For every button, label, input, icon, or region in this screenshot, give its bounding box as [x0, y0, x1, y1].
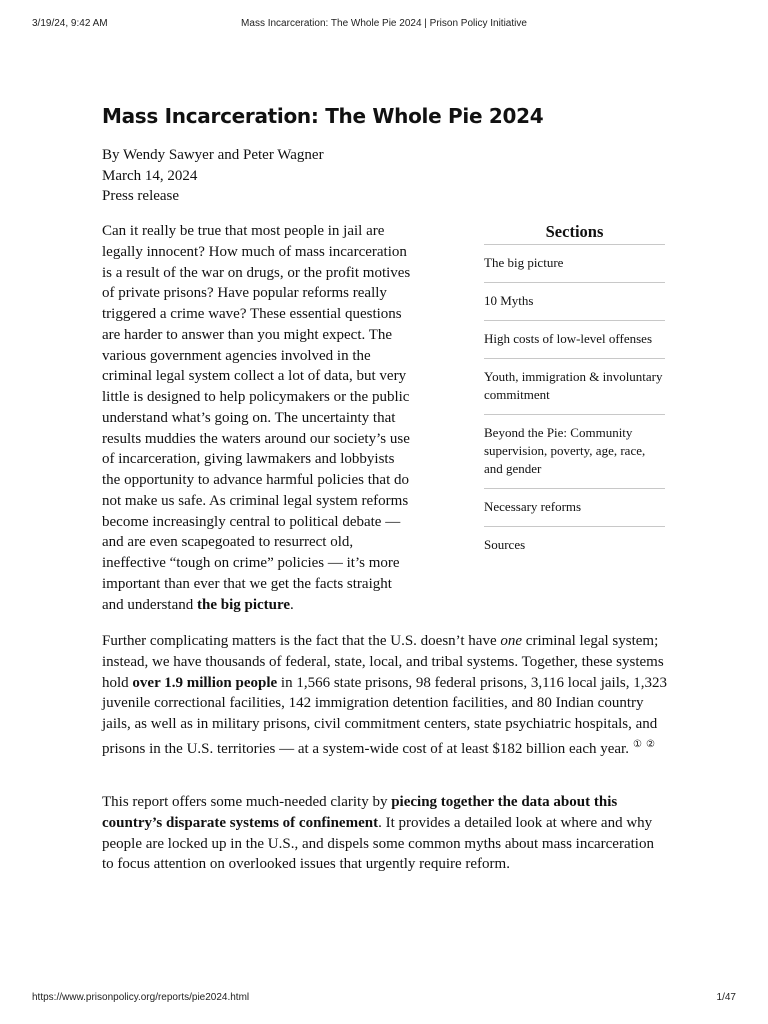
intro-paragraph	[102, 221, 414, 615]
print-page-title: Mass Incarceration: The Whole Pie 2024 | Prison Policy Initiative	[241, 18, 527, 29]
p3-bold: piecing together the data about this country’s disparate systems of confinement	[102, 794, 618, 831]
section-link-necessary-reforms[interactable]: Necessary reforms	[484, 489, 665, 527]
page-title: Mass Incarceration: The Whole Pie 2024	[102, 104, 544, 128]
p2-text-3: in 1,566 state prisons, 98 federal prisons, 3,116 local jails, 1,323 juvenile correctional facilities, 142 immigration detention facilities, and 80 Indian country jails, as well as in military prisons, civil commitment centers, state psychiatric hospitals, and prisons in the U.S. territories — at a system-wide cost of at least $182 billion each year.	[102, 674, 667, 757]
press-release-label: Press release	[102, 188, 180, 205]
intro-text: Can it really be true that most people in jail are legally innocent? How much of mass incarceration is a result of the war on drugs, or the profit motives of private prisons? Have popular reforms really triggered a crime wave? These essential questions are harder to answer than you might expect. The various government agencies involved in the criminal legal system collect a lot of data, but very little is designed to help policymakers or the public understand what’s going on. The uncertainty that results muddies the waters around our society’s use of incarceration, giving lawmakers and lobbyists the opportunity to advance harmful policies that do not make us safe. As criminal legal system reforms become increasingly central to political debate — and are even scapegoated to resurrect old, ineffective “tough on crime” policies — it’s more important than ever that we get the facts straight and understand	[102, 223, 411, 613]
print-page-number: 1/47	[716, 992, 736, 1003]
sections-heading: Sections	[484, 222, 665, 245]
byline-authors: By Wendy Sawyer and Peter Wagner	[102, 147, 324, 163]
print-datetime: 3/19/24, 9:42 AM	[32, 18, 108, 29]
p3-text-1: This report offers some much-needed clarity by	[102, 794, 392, 810]
p2-bold: over 1.9 million people	[132, 674, 278, 691]
section-link-beyond-the-pie[interactable]: Beyond the Pie: Community supervision, poverty, age, race, and gender	[484, 415, 665, 489]
p2-text-1: Further complicating matters is the fact that the U.S. doesn’t have	[102, 633, 501, 649]
p2-emphasis: one	[500, 633, 523, 649]
section-link-10-myths[interactable]: 10 Myths	[484, 283, 665, 321]
print-footer	[32, 992, 736, 1006]
section-link-big-picture[interactable]: The big picture	[484, 245, 665, 283]
big-picture-bold: the big picture	[196, 596, 291, 613]
systems-paragraph	[102, 631, 667, 760]
byline-block	[102, 145, 324, 207]
footnote-1-icon[interactable]: ①	[632, 738, 642, 750]
p2-text-2: criminal legal system; instead, we have thousands of federal, state, local, and tribal systems. Together, these systems hold	[102, 633, 664, 691]
sections-nav	[484, 222, 665, 564]
intro-end: .	[290, 596, 294, 613]
section-link-high-costs[interactable]: High costs of low-level offenses	[484, 321, 665, 359]
footnote-2-icon[interactable]: ②	[645, 738, 655, 750]
print-header	[32, 18, 736, 32]
publish-date: March 14, 2024	[102, 167, 198, 184]
section-link-sources[interactable]: Sources	[484, 537, 526, 552]
report-paragraph	[102, 792, 667, 875]
p3-text-2: . It provides a detailed look at where and why people are locked up in the U.S., and dispels some common myths about mass incarceration to focus attention on overlooked issues that urgently require reform.	[102, 814, 654, 873]
print-url: https://www.prisonpolicy.org/reports/pie2024.html	[32, 992, 250, 1003]
section-link-youth-immigration[interactable]: Youth, immigration & involuntary commitment	[484, 359, 665, 415]
